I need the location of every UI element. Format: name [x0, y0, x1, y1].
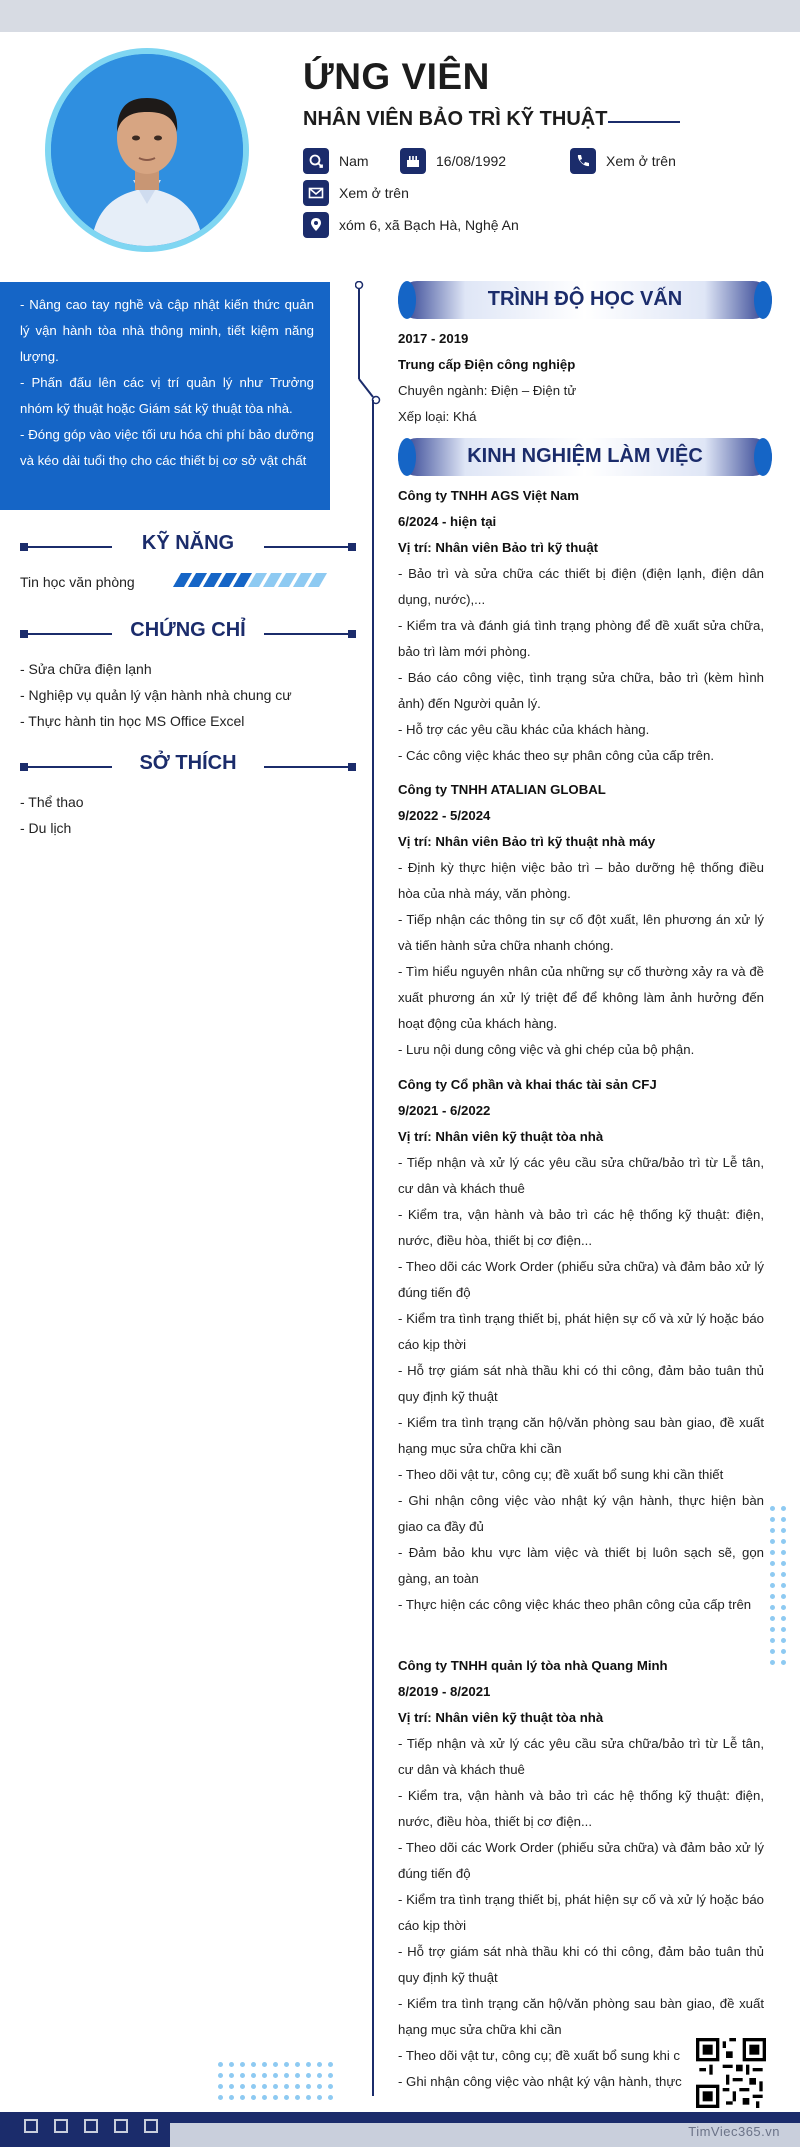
dot: [781, 1506, 786, 1511]
job-entry: [398, 483, 764, 769]
dot: [273, 2073, 278, 2078]
dot: [770, 1616, 775, 1621]
dot: [770, 1660, 775, 1665]
dot: [295, 2073, 300, 2078]
job-duty: - Kiểm tra, vận hành và bảo trì các hệ thống kỹ thuật: điện, nước, điều hòa, thiết bị cơ điện...: [398, 1207, 764, 1248]
job-company: Công ty Cổ phần và khai thác tài sản CFJ: [398, 1077, 657, 1092]
footer-square: [84, 2119, 98, 2133]
hobbies-list: [20, 789, 84, 841]
dot: [781, 1649, 786, 1654]
info-gender: [303, 148, 369, 174]
job-duty: - Kiểm tra tình trạng căn hộ/văn phòng sau bàn giao, đề xuất hạng mục sửa chữa khi cần: [398, 1996, 764, 2037]
dot: [781, 1517, 786, 1522]
dot: [781, 1583, 786, 1588]
job-duty: - Kiểm tra tình trạng thiết bị, phát hiện sự cố và xử lý hoặc báo cáo kịp thời: [398, 1311, 764, 1352]
dot: [328, 2073, 333, 2078]
job-duty: - Ghi nhận công việc vào nhật ký vận hành, thực hiện bàn giao ca đầy đủ: [398, 1493, 764, 1534]
dot: [262, 2095, 267, 2100]
education-header: [398, 281, 772, 319]
education-grade: Xếp loại: Khá: [398, 409, 477, 424]
job-duty: - Đảm bảo khu vực làm việc và thiết bị luôn sạch sẽ, gọn gàng, an toàn: [398, 1545, 764, 1586]
skills-title: KỸ NĂNG: [141, 532, 235, 554]
info-birthday: [400, 148, 506, 174]
education-school: Trung cấp Điện công nghiệp: [398, 357, 576, 372]
hobby-item: - Thể thao: [20, 794, 84, 810]
dot: [317, 2095, 322, 2100]
dot: [251, 2073, 256, 2078]
decor-dots: [218, 2062, 333, 2100]
dot: [273, 2062, 278, 2067]
gender-text: Nam: [339, 153, 369, 169]
job-duty: - Tiếp nhận và xử lý các yêu cầu sửa chữa/bảo trì từ Lễ tân, cư dân và khách thuê: [398, 1736, 764, 1777]
objective-line: - Đóng góp vào việc tối ưu hóa chi phí bảo dưỡng và kéo dài tuổi thọ cho các thiết bị cơ sở vật chất: [20, 427, 314, 468]
career-objective: [0, 282, 330, 510]
certificates-list: [20, 656, 292, 734]
dot: [328, 2062, 333, 2067]
skills-header: [20, 532, 356, 562]
dot: [273, 2084, 278, 2089]
job-period: 8/2019 - 8/2021: [398, 1684, 491, 1699]
dot: [781, 1660, 786, 1665]
dot: [240, 2073, 245, 2078]
job-duty: - Theo dõi vật tư, công cụ; đề xuất bổ sung khi cần thiết: [398, 1467, 724, 1482]
experience-header: [398, 438, 772, 476]
certificate-item: - Nghiệp vụ quản lý vận hành nhà chung cư: [20, 687, 292, 703]
dot: [262, 2073, 267, 2078]
avatar-frame: [45, 48, 249, 252]
job-company: Công ty TNHH quản lý tòa nhà Quang Minh: [398, 1658, 668, 1673]
job-company: Công ty TNHH ATALIAN GLOBAL: [398, 782, 606, 797]
footer-square: [144, 2119, 158, 2133]
info-email: [303, 180, 409, 206]
job-position: Vị trí: Nhân viên Bảo trì kỹ thuật nhà máy: [398, 834, 656, 849]
dot: [240, 2062, 245, 2067]
dot: [284, 2062, 289, 2067]
certificates-header: [20, 619, 356, 649]
job-duty: - Tiếp nhận các thông tin sự cố đột xuất, lên phương án xử lý và tiến hành sửa chữa nhanh chóng.: [398, 912, 764, 953]
job-duty: - Thực hiện các công việc khác theo phân công của cấp trên: [398, 1597, 752, 1612]
job-duty: - Định kỳ thực hiện việc bảo trì – bảo dưỡng hệ thống điều hòa của nhà máy, văn phòng.: [398, 860, 764, 901]
dot: [770, 1649, 775, 1654]
dot: [770, 1638, 775, 1643]
email-icon: [303, 180, 329, 206]
dot: [770, 1572, 775, 1577]
column-divider: [372, 400, 374, 2096]
job-company: Công ty TNHH AGS Việt Nam: [398, 488, 579, 503]
dot: [229, 2073, 234, 2078]
dot: [317, 2084, 322, 2089]
dot: [781, 1539, 786, 1544]
experience-title: KINH NGHIỆM LÀM VIỆC: [467, 445, 703, 467]
job-duty: - Kiểm tra và đánh giá tình trạng phòng để đề xuất sửa chữa, bảo trì làm mới phòng.: [398, 618, 764, 659]
dot: [328, 2084, 333, 2089]
job-position: Vị trí: Nhân viên kỹ thuật tòa nhà: [398, 1129, 604, 1144]
job-duty: - Kiểm tra tình trạng căn hộ/văn phòng sau bàn giao, đề xuất hạng mục sửa chữa khi cần: [398, 1415, 764, 1456]
dot: [273, 2095, 278, 2100]
hobbies-title: SỞ THÍCH: [139, 752, 237, 774]
info-address: [303, 212, 519, 238]
education-period: 2017 - 2019: [398, 331, 469, 346]
job-duty: - Bảo trì và sửa chữa các thiết bị điện (điện lạnh, điện dân dụng, nước),...: [398, 566, 764, 607]
dot: [262, 2062, 267, 2067]
certificate-item: - Thực hành tin học MS Office Excel: [20, 713, 245, 729]
dot: [781, 1528, 786, 1533]
dot: [306, 2073, 311, 2078]
footer-square: [54, 2119, 68, 2133]
phone-text: Xem ở trên: [606, 153, 676, 169]
dot: [781, 1550, 786, 1555]
job-duty: - Lưu nội dung công việc và ghi chép của bộ phận.: [398, 1042, 695, 1057]
job-entry: [398, 777, 764, 1063]
dot: [251, 2062, 256, 2067]
job-period: 6/2024 - hiện tại: [398, 514, 497, 529]
job-entry: [398, 1072, 764, 1618]
dot: [781, 1561, 786, 1566]
job-duty: - Hỗ trợ giám sát nhà thầu khi có thi công, đảm bảo tuân thủ quy định kỹ thuật: [398, 1363, 764, 1404]
address-text: xóm 6, xã Bạch Hà, Nghệ An: [339, 217, 519, 233]
hobbies-header: [20, 752, 356, 782]
dot: [770, 1550, 775, 1555]
footer-brand: TimViec365.vn: [688, 2124, 780, 2139]
job-duty: - Các công việc khác theo sự phân công của cấp trên.: [398, 748, 714, 763]
hobby-item: - Du lịch: [20, 820, 72, 836]
divider-accent: [355, 281, 385, 411]
dot: [770, 1517, 775, 1522]
birthday-text: 16/08/1992: [436, 153, 507, 169]
dot: [770, 1627, 775, 1632]
decor-dots: [770, 1506, 786, 1665]
dot: [317, 2073, 322, 2078]
dot: [218, 2084, 223, 2089]
skill-level-bar: [177, 573, 323, 587]
job-period: 9/2021 - 6/2022: [398, 1103, 491, 1118]
job-entry: [398, 1653, 764, 2095]
job-period: 9/2022 - 5/2024: [398, 808, 491, 823]
dot: [218, 2062, 223, 2067]
gender-icon: [303, 148, 329, 174]
title-divider: [608, 121, 680, 123]
dot: [781, 1638, 786, 1643]
footer-square: [24, 2119, 38, 2133]
job-duty: - Tiếp nhận và xử lý các yêu cầu sửa chữa/bảo trì từ Lễ tân, cư dân và khách thuê: [398, 1155, 764, 1196]
job-duty: - Theo dõi các Work Order (phiếu sửa chữa) và đảm bảo xử lý đúng tiến độ: [398, 1840, 764, 1881]
dot: [306, 2095, 311, 2100]
dot: [781, 1605, 786, 1610]
job-position: Vị trí: Nhân viên kỹ thuật tòa nhà: [398, 1710, 604, 1725]
dot: [328, 2095, 333, 2100]
certificate-item: - Sửa chữa điện lạnh: [20, 661, 152, 677]
dot: [770, 1528, 775, 1533]
job-position: Vị trí: Nhân viên Bảo trì kỹ thuật: [398, 540, 599, 555]
dot: [240, 2095, 245, 2100]
info-phone: [570, 148, 676, 174]
dot: [218, 2073, 223, 2078]
dot: [229, 2095, 234, 2100]
candidate-name: ỨNG VIÊN: [303, 56, 490, 97]
job-title: NHÂN VIÊN BẢO TRÌ KỸ THUẬT: [303, 108, 608, 130]
dot: [262, 2084, 267, 2089]
dot: [770, 1594, 775, 1599]
dot: [317, 2062, 322, 2067]
dot: [295, 2095, 300, 2100]
dot: [251, 2084, 256, 2089]
dot: [781, 1572, 786, 1577]
dot: [284, 2084, 289, 2089]
phone-icon: [570, 148, 596, 174]
objective-line: - Nâng cao tay nghề và cập nhật kiến thức quản lý vận hành tòa nhà thông minh, tiết kiệm năng lượng.: [20, 297, 314, 364]
cake-icon: [400, 148, 426, 174]
dot: [781, 1627, 786, 1632]
dot: [781, 1616, 786, 1621]
dot: [770, 1561, 775, 1566]
dot: [251, 2095, 256, 2100]
education-title: TRÌNH ĐỘ HỌC VẤN: [487, 288, 683, 310]
job-duty: - Kiểm tra tình trạng thiết bị, phát hiện sự cố và xử lý hoặc báo cáo kịp thời: [398, 1892, 764, 1933]
dot: [229, 2062, 234, 2067]
dot: [240, 2084, 245, 2089]
dot: [306, 2062, 311, 2067]
job-duty: - Báo cáo công việc, tình trạng sửa chữa, bảo trì (kèm hình ảnh) đến Người quản lý.: [398, 670, 764, 711]
dot: [295, 2084, 300, 2089]
job-duty: - Hỗ trợ các yêu cầu khác của khách hàng.: [398, 722, 650, 737]
job-duty: - Tìm hiểu nguyên nhân của những sự cố thường xảy ra và đề xuất phương án xử lý triệt để để không làm ảnh hưởng đến hoạt động của khách hàng.: [398, 964, 764, 1031]
dot: [770, 1506, 775, 1511]
job-duty: - Kiểm tra, vận hành và bảo trì các hệ thống kỹ thuật: điện, nước, điều hòa, thiết bị cơ điện...: [398, 1788, 764, 1829]
education-major: Chuyên ngành: Điện – Điện tử: [398, 383, 577, 398]
job-duty: - Theo dõi vật tư, công cụ; đề xuất bổ sung khi c: [398, 2048, 681, 2063]
dot: [295, 2062, 300, 2067]
certificates-title: CHỨNG CHỈ: [130, 619, 246, 641]
job-duty: - Ghi nhận công việc vào nhật ký vận hành, thực: [398, 2074, 682, 2089]
dot: [284, 2073, 289, 2078]
dot: [781, 1594, 786, 1599]
dot: [770, 1539, 775, 1544]
top-band: [0, 0, 800, 32]
objective-line: - Phấn đấu lên các vị trí quản lý như Trưởng nhóm kỹ thuật hoặc Giám sát kỹ thuật tòa nhà.: [20, 375, 314, 416]
dot: [284, 2095, 289, 2100]
job-duty: - Hỗ trợ giám sát nhà thầu khi có thi công, đảm bảo tuân thủ quy định kỹ thuật: [398, 1944, 764, 1985]
job-duty: - Theo dõi các Work Order (phiếu sửa chữa) và đảm bảo xử lý đúng tiến độ: [398, 1259, 764, 1300]
dot: [770, 1605, 775, 1610]
education-block: [398, 326, 764, 430]
dot: [770, 1583, 775, 1588]
dot: [229, 2084, 234, 2089]
skill-name: Tin học văn phòng: [20, 574, 135, 590]
location-icon: [303, 212, 329, 238]
avatar: [51, 54, 243, 246]
qr-code: [696, 2038, 766, 2108]
footer-square: [114, 2119, 128, 2133]
email-text: Xem ở trên: [339, 185, 409, 201]
dot: [306, 2084, 311, 2089]
dot: [218, 2095, 223, 2100]
